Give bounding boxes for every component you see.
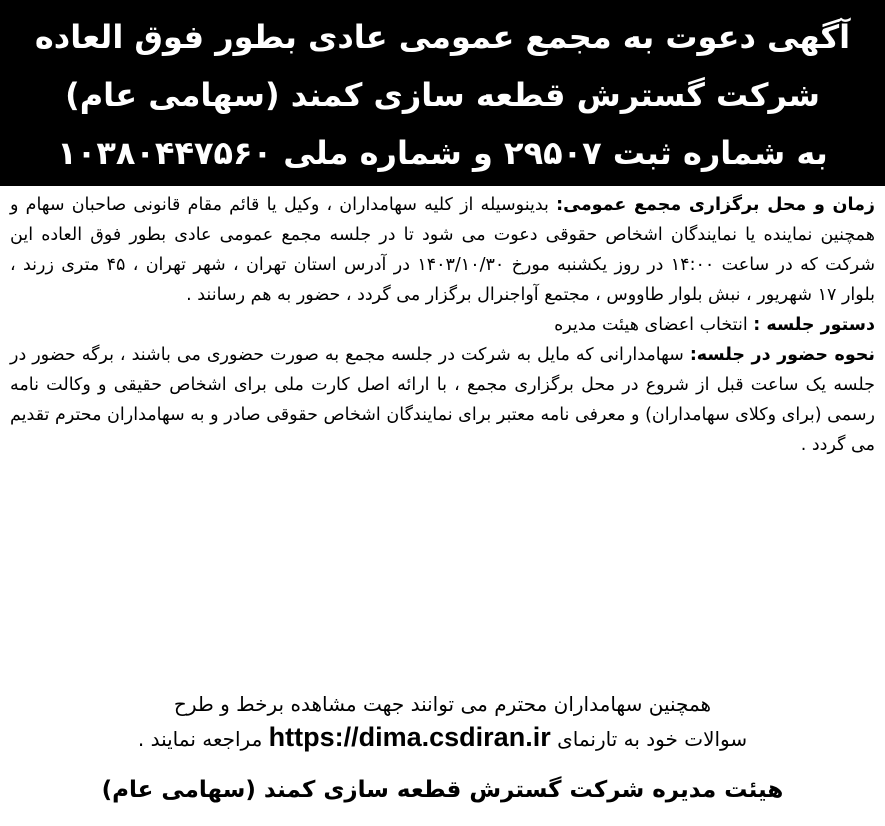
meeting-text: بدینوسیله از کلیه سهامداران ، وکیل یا قائم مقام قانونی صاحبان سهام و همچنین نماینده یا نمایندگان اشخاص حقوقی دعوت می شود تا در جلسه مجمع عمومی عادی بطور فوق العاده این شرکت که در ساعت ۱۴:۰۰ در روز یکشنبه مورخ ۱۴۰۳/۱۰/۳۰ در آدرس استان تهران ، شهر تهران ، ۴۵ متری زرند ، بلوار ۱۷ شهریور ، نبش بلوار طاووس ، مجتمع آواجنرال برگزار می گردد ، حضور به هم رسانند . (10, 195, 875, 305)
meeting-paragraph (10, 190, 875, 310)
agenda-text: انتخاب اعضای هیئت مدیره (554, 315, 754, 335)
attendance-label: نحوه حضور در جلسه: (689, 345, 875, 365)
attendance-paragraph (10, 340, 875, 460)
closing-line-2 (10, 721, 875, 756)
closing-line-2-end: مراجعه نمایند . (137, 727, 263, 751)
meeting-label: زمان و محل برگزاری مجمع عمومی: (556, 195, 875, 215)
registration-info: به شماره ثبت ۲۹۵۰۷ و شماره ملی ۱۰۳۸۰۴۴۷۵۶۰ (57, 134, 828, 172)
closing-line-1: همچنین سهامداران محترم می توانند جهت مشاهده برخط و طرح (173, 692, 712, 716)
notice-title: آگهی دعوت به مجمع عمومی عادی بطور فوق العاده (34, 18, 851, 56)
website-link[interactable]: https://dima.csdiran.ir (268, 722, 551, 752)
notice-body (10, 190, 875, 460)
closing-section (10, 688, 875, 756)
board-signature: هیئت مدیره شرکت گسترش قطعه سازی کمند (سهامی عام) (101, 777, 784, 803)
attendance-text: سهامدارانی که مایل به شرکت در جلسه مجمع به صورت حضوری می باشند ، برگه حضور در جلسه یک ساعت قبل از شروع در محل برگزاری مجمع ، با ارائه اصل کارت ملی برای اشخاص حقیقی و وکالت نامه رسمی (برای وکلای سهامداران) و معرفی نامه معتبر برای نمایندگان اشخاص حقوقی صادر و به سهامداران محترم تقدیم می گردد . (10, 345, 875, 455)
notice-header (0, 0, 885, 186)
closing-line-2-start: سوالات خود به تارنمای (557, 727, 748, 751)
agenda-paragraph (10, 310, 875, 340)
agenda-label: دستور جلسه : (753, 315, 875, 335)
company-name: شرکت گسترش قطعه سازی کمند (سهامی عام) (65, 76, 820, 114)
